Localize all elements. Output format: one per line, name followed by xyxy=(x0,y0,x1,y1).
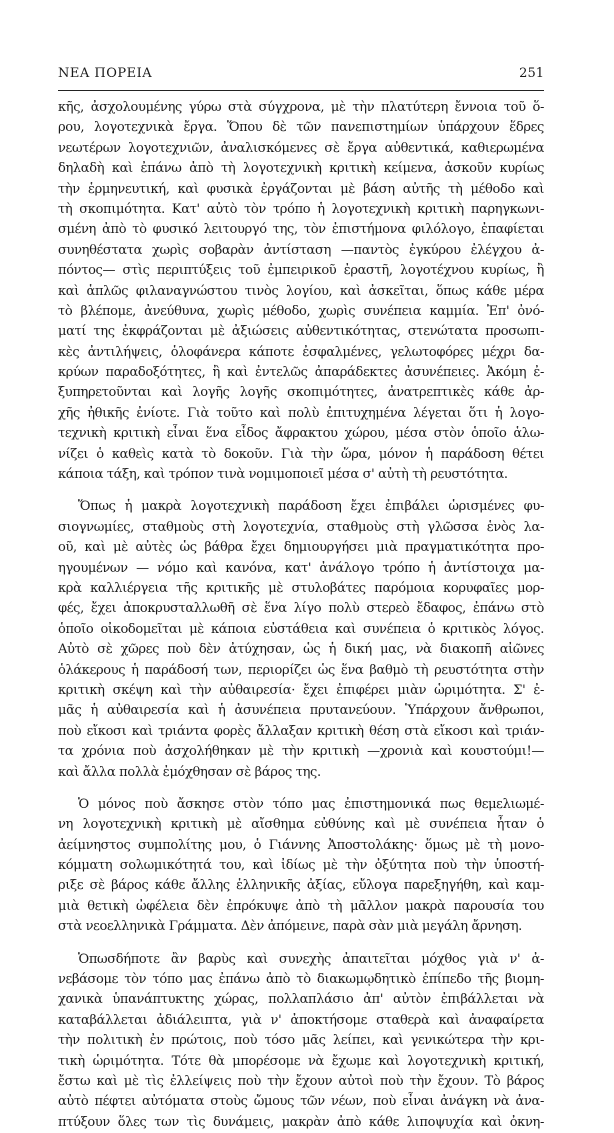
text-line: χῆς ἠθικῆς ἐνίοτε. Γιὰ τοῦτο καὶ πολὺ ἐπιτυχημένα λέγεται ὅτι ἡ λογο- xyxy=(58,405,544,421)
text-line: κρύων παραδοξότητες, ἢ καὶ ἐντελῶς ἀπαράδεκτες ἀσυνέπειες. Ἀκόμη ἐ- xyxy=(58,365,544,381)
text-line: νίζει ὁ καθεὶς κατὰ τὸ δοκοῦν. Γιὰ τὴν ὥρα, μόνον ἡ παράδοση θέτει xyxy=(58,446,544,462)
text-line: μᾶς ἡ αὐθαιρεσία καὶ ἡ ἀσυνέπεια πρυτανεύουν. Ὑπάρχουν ἄνθρωποι, xyxy=(58,703,544,719)
text-line: τὴ σκοπιμότητα. Κατ' αὐτὸ τὸν τρόπο ἡ λογοτεχνικὴ κριτικὴ παρηγκωνι- xyxy=(58,201,544,217)
text-line: καὶ ἁπλῶς φιλαναγνώστου τινὸς λογίου, καὶ ἀσκεῖται, ὅπως κάθε μέρα xyxy=(58,283,544,299)
journal-title: ΝΕΑ ΠΟΡΕΙΑ xyxy=(58,66,153,81)
text-line: τὴν πολιτικὴ ἐν πρώτοις, ποὺ τόσο μᾶς λείπει, καὶ γενικώτερα τὴν κρι- xyxy=(58,1033,544,1049)
running-head xyxy=(58,64,544,84)
paragraph xyxy=(58,950,544,1133)
text-line: τικὴ ὡριμότητα. Τότε θὰ μπορέσομε νὰ ἔχωμε καὶ λογοτεχνικὴ κριτική, xyxy=(58,1053,544,1069)
text-line: κῆς, ἀσχολουμένης γύρω στὰ σύγχρονα, μὲ τὴν πλατύτερη ἔννοια τοῦ ὅ- xyxy=(58,100,544,115)
text-line: ἀείμνηστος συμπολίτης μου, ὁ Γιάννης Ἀποστολάκης· ὅμως μὲ τὴ μονο- xyxy=(58,837,544,853)
text-line: σιογνωμίες, σταθμοὺς στὴ λογοτεχνία, σταθμοὺς στὴ γλῶσσα ἑνὸς λα- xyxy=(58,519,544,535)
text-line: ὁποῖο οἰκοδομεῖται μὲ κάποια εὐστάθεια καὶ συνέπεια ὁ κριτικὸς λόγος. xyxy=(58,621,544,637)
text-line: ὁλάκερους ἡ παράδοσή των, περιορίζει ὡς ἕνα βαθμὸ τὴ ρευστότητα στὴν xyxy=(58,662,544,678)
text-line: πόντος— στὶς περιπτύξεις τοῦ ἐμπειρικοῦ ἐραστῆ, λογοτέχνου κυρίως, ἢ xyxy=(58,263,544,279)
text-line: ἔστω καὶ μὲ τὶς ἐλλείψεις ποὺ τὴν ἔχουν αὐτοὶ ποὺ τὴν ἔχουν. Τὸ βάρος xyxy=(58,1073,544,1089)
text-line: φές, ἔχει ἀποκρυσταλλωθῆ σὲ ἕνα λίγο πολὺ στερεὸ ἔδαφος, ἐπάνω στὸ xyxy=(58,601,544,617)
text-line: νεβάσομε τὸν τόπο μας ἐπάνω ἀπὸ τὸ διακωμῳδητικὸ ἐπίπεδο τῆς βιομη- xyxy=(58,972,544,988)
text-line: καὶ ἄλλα πολλὰ ἐμόχθησαν σὲ βάρος της. xyxy=(58,764,321,780)
text-line: ματί της ἐκφράζονται μὲ ἀξιώσεις αὐθεντικότητας, στενώτατα προσωπι- xyxy=(58,324,544,340)
header-rule xyxy=(58,90,544,91)
text-line: ποὺ εἴκοσι καὶ τριάντα φορὲς ἄλλαξαν κριτικὴ θέση στὰ εἴκοσι καὶ τριάν- xyxy=(58,723,544,739)
text-line: κάποια τάξη, καὶ τρόπον τινὰ νομιμοποιεῖ μέσα σ' αὐτὴ τὴ ρευστότητα. xyxy=(58,467,508,483)
text-line: νη λογοτεχνικὴ κριτικὴ μὲ αἴσθημα εὐθύνης καὶ μὲ συνέπεια ἦταν ὁ xyxy=(58,817,544,833)
text-line: δηλαδὴ καὶ ἐπάνω ἀπὸ τὴ λογοτεχνικὴ κριτικὴ κείμενα, ἀσκοῦν κυρίως xyxy=(58,161,544,177)
page-number: 251 xyxy=(519,66,544,81)
text-line: Αὐτὸ σὲ χῶρες ποὺ δὲν ἀτύχησαν, ὡς ἡ δική μας, νὰ διακοπῆ αἰῶνες xyxy=(58,642,544,658)
text-line: Ὁπωσδήποτε ἂν βαρὺς καὶ συνεχὴς ἀπαιτεῖται μόχθος γιὰ ν' ἀ- xyxy=(78,951,544,967)
text-line: τὴν ἑρμηνευτική, καὶ φυσικὰ ἐργάζονται μὲ βάση αὐτῆς τὴ μέθοδο καὶ xyxy=(58,181,544,197)
paragraph xyxy=(58,795,544,938)
text-line: κὲς ἀντιλήψεις, ὁλοφάνερα κάποτε ἐσφαλμένες, γελωτοφόρες μέχρι δα- xyxy=(58,344,544,360)
text-line: οῦ, καὶ μὲ αὐτὲς ὡς βάθρα ἔχει δημιουργήσει μιὰ πραγματικότητα προ- xyxy=(58,540,544,556)
paragraph xyxy=(58,497,544,782)
text-line: ηγουμένων — νόμο καὶ κανόνα, κατ' ἀνάλογο τρόπο ἡ ἀντίστοιχα μα- xyxy=(58,560,544,576)
text-line: στὰ νεοελληνικὰ Γράμματα. Δὲν ἀπόμεινε, παρὰ σὰν μιὰ μεγάλη ἄρνηση. xyxy=(58,919,522,935)
text-line: κριτικὴ σκέψη καὶ τὴν αὐθαιρεσία· ἔχει ἐπιφέρει μιὰν ὡριμότητα. Σ' ἐ- xyxy=(58,682,544,698)
text-line: αὐτὸ πέφτει αὐτόματα στοὺς ὤμους τῶν νέων, ποὺ εἶναι ἀνάγκη νὰ ἀνα- xyxy=(58,1094,544,1110)
text-line: νεωτέρων λογοτεχνιῶν, ἀναλισκόμενες σὲ ἔργα αὐθεντικά, καθιερωμένα xyxy=(58,140,544,156)
text-line: χανικὰ ὑπανάπτυκτης χώρας, πολλαπλάσιο ἀπ' αὐτὸν ἐπιβάλλεται νὰ xyxy=(58,992,544,1008)
paragraph xyxy=(58,98,544,485)
text-line: ριξε σὲ βάρος κάθε ἄλλης ἑλληνικῆς ἀξίας, εὔλογα παρεξηγήθη, καὶ καμ- xyxy=(58,878,544,894)
text-line: κόμματη σολωμικότητά του, καὶ ἰδίως μὲ τὴν ὀξύτητα ποὺ τὴν ὑποστή- xyxy=(58,858,544,874)
text-line: ξυπηρετοῦνται καὶ λογῆς λογῆς σκοπιμότητες, ἀνατρεπτικὲς κάθε ἀρ- xyxy=(58,385,544,401)
page-body xyxy=(58,98,544,1133)
paragraph-gap xyxy=(58,485,544,497)
paragraph-gap xyxy=(58,938,544,950)
text-line: ρου, λογοτεχνικὰ ἔργα. Ὅπου δὲ τῶν πανεπιστημίων ὑπάρχουν ἕδρες xyxy=(58,120,544,136)
text-line: μιὰ θετικὴ ὠφέλεια δὲν ἐπρόκυψε ἀπὸ τὴ μᾶλλον μακρὰ παρουσία του xyxy=(58,898,544,914)
text-line: πτύξουν ὅλες των τὶς δυνάμεις, μακρὰν ἀπὸ κάθε λιποψυχία καὶ ὀκνη- xyxy=(58,1114,544,1130)
text-line: σμένη ἀπὸ τὸ φυσικό λειτουργό της, τὸν ἐπιστήμονα φιλόλογο, ἐπαφίεται xyxy=(58,222,544,238)
text-line: τεχνικὴ κριτικὴ εἶναι ἕνα εἶδος ἄφρακτου χώρου, μέσα στὸν ὁποῖο ἁλω- xyxy=(58,426,544,442)
paragraph-gap xyxy=(58,783,544,795)
text-line: καταβάλλεται ἀδιάλειπτα, γιὰ ν' ἀποκτήσομε σταθερὰ καὶ ἀναφαίρετα xyxy=(58,1012,544,1028)
text-line: τὸ βλέπομε, ἀνεύθυνα, χωρὶς μέθοδο, χωρὶς συνέπεια καμμία. Ἐπ' ὀνό- xyxy=(58,303,544,319)
text-line: τα χρόνια ποὺ ἀσχολήθηκαν μὲ τὴν κριτικὴ —χρονιὰ καὶ κουστούμι!— xyxy=(58,744,544,760)
text-line: συνηθέστατα χωρὶς σοβαρὰν ἀντίσταση —παντὸς ἐγκύρου ἐλέγχου ἀ- xyxy=(58,242,544,258)
text-line: Ὅπως ἡ μακρὰ λογοτεχνικὴ παράδοση ἔχει ἐπιβάλει ὡρισμένες φυ- xyxy=(78,499,544,515)
text-line: κρὰ καλλιέργεια τῆς κριτικῆς μὲ στυλοβάτες παρόμοια κορυφαῖες μορ- xyxy=(58,580,544,596)
text-line: Ὁ μόνος ποὺ ἄσκησε στὸν τόπο μας ἐπιστημονικά πως θεμελιωμέ- xyxy=(78,796,544,812)
